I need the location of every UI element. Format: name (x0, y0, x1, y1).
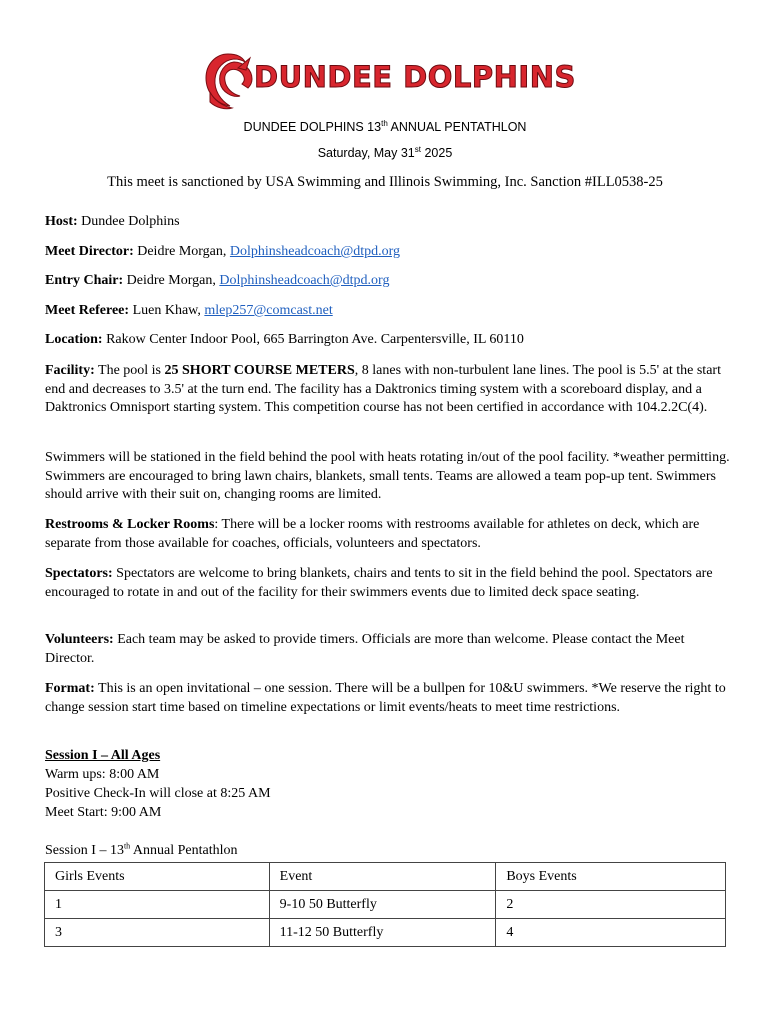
boys-event-number: 4 (496, 919, 726, 947)
check-in-time: Positive Check-In will close at 8:25 AM (45, 786, 271, 801)
host-line: Host: Dundee Dolphins (45, 214, 180, 229)
location-line: Location: Rakow Center Indoor Pool, 665 Barrington Ave. Carpentersville, IL 60110 (45, 332, 524, 347)
events-table-title: Session I – 13th Annual Pentathlon (45, 841, 238, 858)
entry-chair-email-link[interactable]: Dolphinsheadcoach@dtpd.org (219, 273, 390, 288)
events-table (44, 862, 726, 947)
club-logo (198, 48, 578, 112)
volunteers-paragraph: Volunteers: Each team may be asked to provide timers. Officials are more than welcome. Please contact the Meet Director. (45, 632, 685, 666)
meet-referee-email-link[interactable]: mlep257@comcast.net (204, 303, 333, 318)
meet-director-line: Meet Director: Deidre Morgan, Dolphinsheadcoach@dtpd.org (45, 244, 401, 259)
meet-start-time: Meet Start: 9:00 AM (45, 805, 162, 820)
table-row (45, 919, 726, 947)
girls-event-number: 1 (45, 891, 270, 919)
event-name: 9-10 50 Butterfly (269, 891, 496, 919)
session-heading: Session I – All Ages (45, 748, 161, 763)
sanction-statement: This meet is sanctioned by USA Swimming and Illinois Swimming, Inc. Sanction #ILL0538-25 (107, 174, 663, 190)
dolphin-mascot-icon (198, 48, 260, 112)
spectators-paragraph: Spectators: Spectators are welcome to bring blankets, chairs and tents to sit in the field behind the pool. Spectators are encouraged to rotate in and out of the facility for their swimmers events due to limited deck space seating. (45, 566, 713, 600)
restrooms-paragraph: Restrooms & Locker Rooms: There will be a locker rooms with restrooms available for athletes on deck, which are separate from those available for coaches, officials, volunteers and spectators. (45, 517, 700, 551)
meet-date: Saturday, May 31st 2025 (317, 144, 453, 160)
header-girls-events: Girls Events (45, 863, 270, 891)
girls-event-number: 3 (45, 919, 270, 947)
format-paragraph: Format: This is an open invitational – one session. There will be a bullpen for 10&U swimmers. *We reserve the right to change session start time based on timeline expectations or limit events/heats to meet time restrictions. (45, 681, 726, 715)
entry-chair-line: Entry Chair: Deidre Morgan, Dolphinsheadcoach@dtpd.org (45, 273, 390, 288)
table-header-row (45, 863, 726, 891)
logo-text: DUNDEE DOLPHINS (254, 60, 576, 94)
table-row (45, 891, 726, 919)
boys-event-number: 2 (496, 891, 726, 919)
facility-paragraph: Facility: The pool is 25 SHORT COURSE METERS, 8 lanes with non-turbulent lane lines. The pool is 5.5' at the start end and decreases to 3.5' at the turn end. The facility has a Daktronics timing system with a scoreboard display, and a Daktronics Omnisport starting system. This competition course has not been certified in accordance with 104.2.2C(4). (45, 363, 721, 416)
meet-director-email-link[interactable]: Dolphinsheadcoach@dtpd.org (229, 244, 401, 259)
swimmers-paragraph: Swimmers will be stationed in the field behind the pool with heats rotating in/out of the pool facility. *weather permitting. Swimmers are encouraged to bring lawn chairs, blankets, small tents. Teams are allowed a team pop-up tent. Swimmers should arrive with their suit on, changing rooms are limited. (45, 450, 730, 503)
header-boys-events: Boys Events (496, 863, 726, 891)
meet-title: DUNDEE DOLPHINS 13th ANNUAL PENTATHLON (243, 118, 527, 134)
meet-referee-line: Meet Referee: Luen Khaw, mlep257@comcast.net (45, 303, 333, 318)
header-event: Event (269, 863, 496, 891)
warmup-time: Warm ups: 8:00 AM (45, 767, 160, 782)
event-name: 11-12 50 Butterfly (269, 919, 496, 947)
